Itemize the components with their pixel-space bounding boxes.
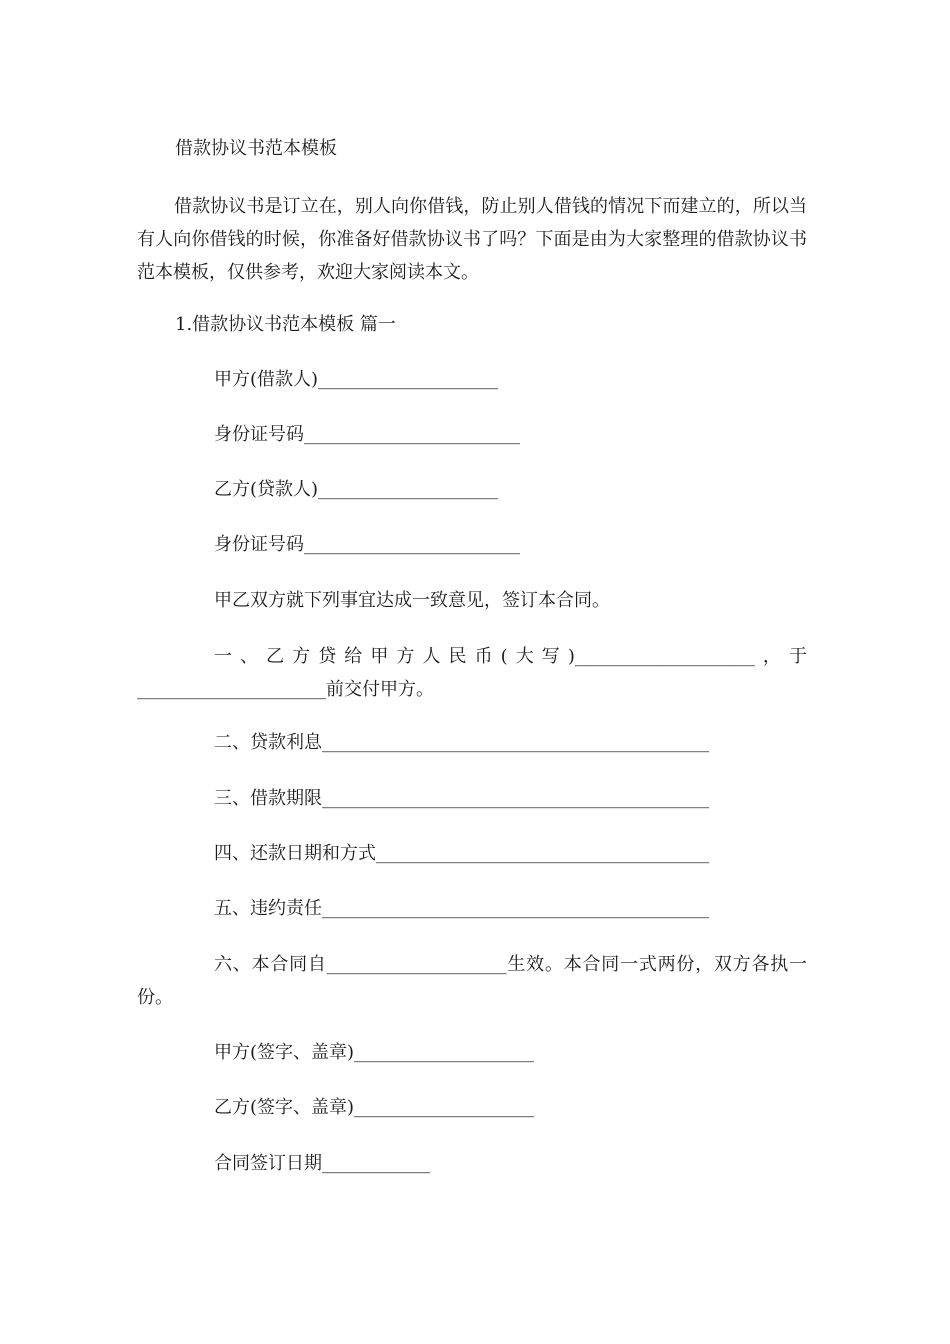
clause-3-term: 三、借款期限___________________________________________ bbox=[214, 788, 709, 809]
agreement-statement: 甲乙双方就下列事宜达成一致意见，签订本合同。 bbox=[214, 590, 610, 611]
clause-5-liability: 五、违约责任___________________________________________ bbox=[214, 898, 709, 919]
clause-1-loan-amount: 一、乙方贷给甲方人民币(大写)____________________，于_____________________前交付甲方。 bbox=[137, 646, 807, 700]
signature-b-field: 乙方(签字、盖章)____________________ bbox=[214, 1097, 535, 1118]
section-heading: 1.借款协议书范本模板 篇一 bbox=[175, 314, 396, 335]
clause-4-repayment: 四、还款日期和方式_____________________________________ bbox=[214, 843, 709, 864]
signing-date-field: 合同签订日期____________ bbox=[214, 1153, 430, 1174]
document-title: 借款协议书范本模板 bbox=[175, 138, 337, 159]
signature-a-field: 甲方(签字、盖章)____________________ bbox=[214, 1042, 535, 1063]
clause-6-effective: 六、本合同自____________________生效。本合同一式两份，双方各执一份。 bbox=[137, 954, 807, 1008]
id-number-b-field: 身份证号码________________________ bbox=[214, 534, 520, 555]
id-number-a-field: 身份证号码________________________ bbox=[214, 424, 520, 445]
party-b-lender-field: 乙方(贷款人)____________________ bbox=[214, 479, 499, 500]
intro-paragraph: 借款协议书是订立在，别人向你借钱，防止别人借钱的情况下而建立的，所以当有人向你借钱的时候，你准备好借款协议书了吗？下面是由为大家整理的借款协议书范本模板，仅供参考，欢迎大家阅读本文。 bbox=[137, 196, 807, 283]
clause-2-interest: 二、贷款利息___________________________________________ bbox=[214, 732, 709, 753]
party-a-borrower-field: 甲方(借款人)____________________ bbox=[214, 369, 499, 390]
